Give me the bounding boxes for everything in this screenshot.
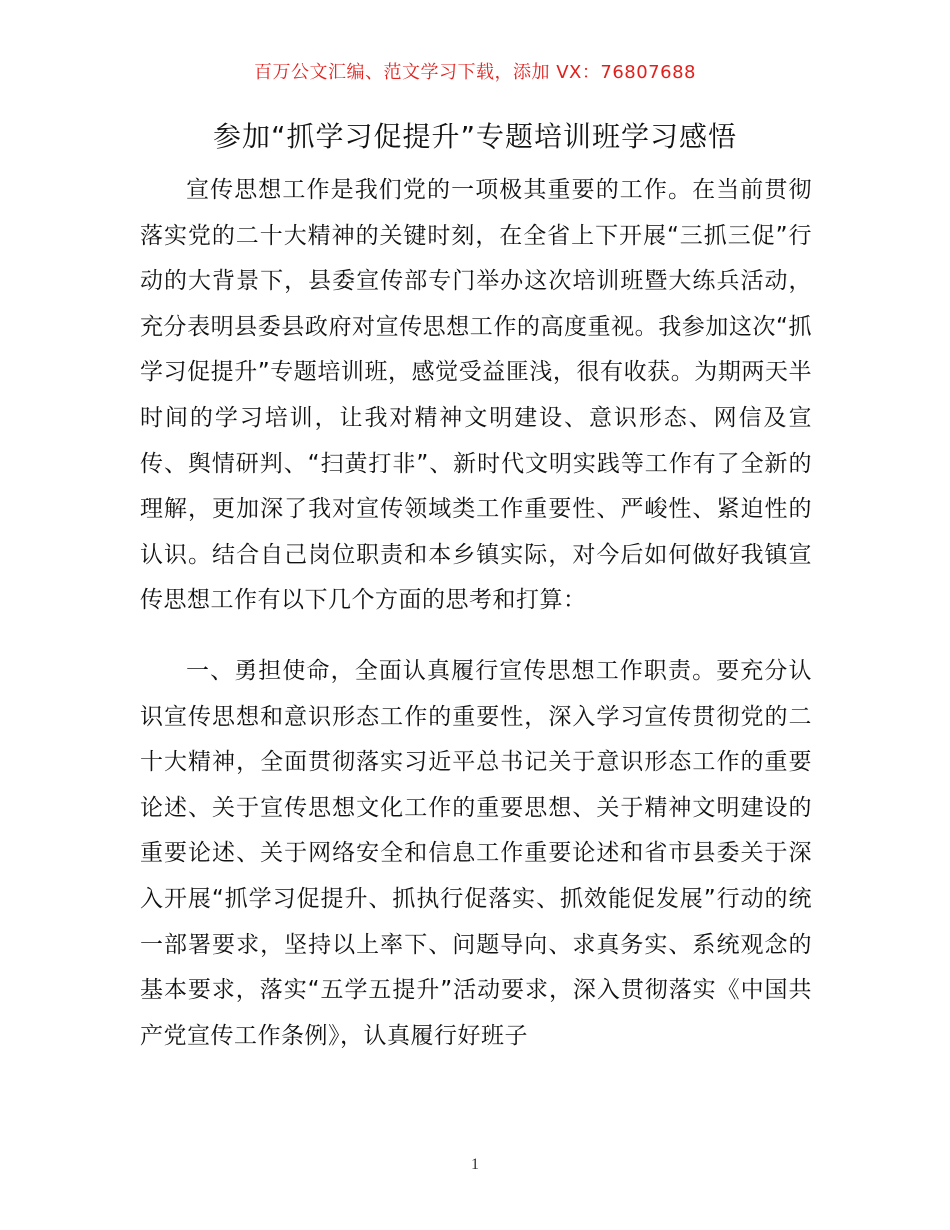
paragraph-section-one: 一、勇担使命，全面认真履行宣传思想工作职责。要充分认识宣传思想和意识形态工作的重要性，深入学习宣传贯彻党的二十大精神，全面贯彻落实习近平总书记关于意识形态工作的重要论述、关于宣传思想文化工作的重要思想、关于精神文明建设的重要论述、关于网络安全和信息工作重要论述和省市县委关于深入开展“抓学习促提升、抓执行促落实、抓效能促发展”行动的统一部署要求，坚持以上率下、问题导向、求真务实、系统观念的基本要求，落实“五学五提升”活动要求，深入贯彻落实《中国共产党宣传工作条例》，认真履行好班子 xyxy=(140,657,812,1049)
document-title: 参加“抓学习促提升”专题培训班学习感悟 xyxy=(212,120,737,153)
page-number: 1 xyxy=(471,1156,479,1173)
document-body xyxy=(140,168,812,1059)
header-banner: 百万公文汇编、范文学习下载，添加 VX：76807688 xyxy=(254,62,696,83)
paragraph-intro: 宣传思想工作是我们党的一项极其重要的工作。在当前贯彻落实党的二十大精神的关键时刻，在全省上下开展“三抓三促”行动的大背景下，县委宣传部专门举办这次培训班暨大练兵活动，充分表明县委县政府对宣传思想工作的高度重视。我参加这次“抓学习促提升”专题培训班，感觉受益匪浅，很有收获。为期两天半时间的学习培训，让我对精神文明建设、意识形态、网信及宣传、舆情研判、“扫黄打非”、新时代文明实践等工作有了全新的理解，更加深了我对宣传领域类工作重要性、严峻性、紧迫性的认识。结合自己岗位职责和本乡镇实际，对今后如何做好我镇宣传思想工作有以下几个方面的思考和打算： xyxy=(140,177,812,614)
